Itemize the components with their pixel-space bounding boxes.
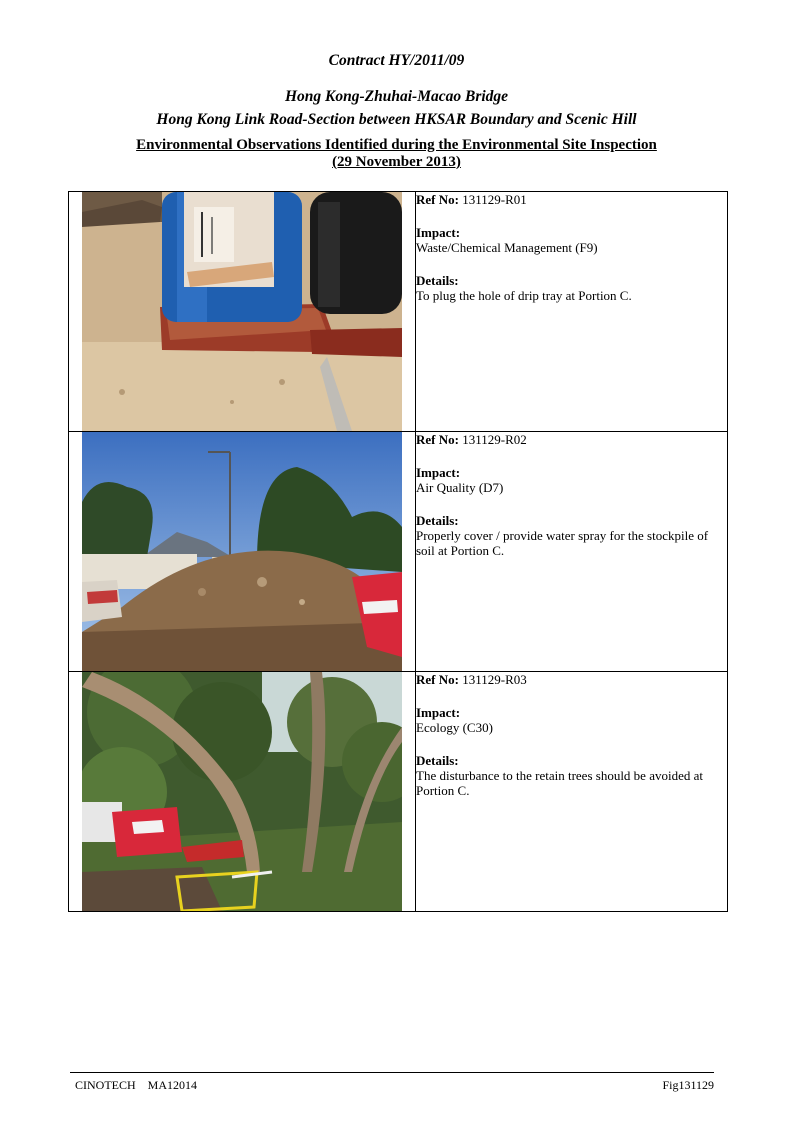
impact-label: Impact: — [416, 225, 461, 240]
details-block — [416, 513, 727, 558]
impact-block — [416, 705, 727, 735]
footer-left — [75, 1078, 197, 1093]
details-block — [416, 753, 727, 798]
page-title — [0, 137, 793, 171]
footer-doc-code: MA12014 — [147, 1078, 198, 1092]
footer-company: CINOTECH — [75, 1078, 136, 1092]
details-value: Properly cover / provide water spray for the stockpile of soil at Portion C. — [416, 528, 709, 558]
ref-no-label: Ref No: — [416, 192, 459, 207]
impact-label: Impact: — [416, 705, 461, 720]
observation-details — [416, 192, 728, 432]
photo-cell — [69, 432, 416, 672]
footer-divider — [70, 1072, 714, 1073]
project-title-line1: Hong Kong-Zhuhai-Macao Bridge — [284, 88, 509, 105]
photo-retained-trees — [82, 672, 402, 911]
observation-row-2 — [69, 432, 728, 672]
ref-no-value: 131129-R01 — [462, 192, 527, 207]
impact-block — [416, 225, 727, 255]
impact-value: Air Quality (D7) — [416, 480, 504, 495]
ref-no-line — [416, 432, 727, 447]
photo-soil-stockpile — [82, 432, 402, 671]
details-label: Details: — [416, 513, 459, 528]
photo-drums-on-drip-tray — [82, 192, 402, 431]
ref-no-label: Ref No: — [416, 432, 459, 447]
ref-no-value: 131129-R02 — [462, 432, 527, 447]
photo-cell — [69, 672, 416, 912]
details-label: Details: — [416, 273, 459, 288]
observations-table — [68, 191, 728, 912]
details-block — [416, 273, 727, 303]
page-title-line1: Environmental Observations Identified during the Environmental Site Inspection — [136, 137, 657, 153]
impact-block — [416, 465, 727, 495]
project-title — [0, 85, 793, 131]
ref-no-line — [416, 672, 727, 687]
ref-no-label: Ref No: — [416, 672, 459, 687]
details-value: To plug the hole of drip tray at Portion C. — [416, 288, 632, 303]
ref-no-line — [416, 192, 727, 207]
photo-cell — [69, 192, 416, 432]
observation-row-1 — [69, 192, 728, 432]
impact-value: Ecology (C30) — [416, 720, 493, 735]
impact-label: Impact: — [416, 465, 461, 480]
impact-value: Waste/Chemical Management (F9) — [416, 240, 598, 255]
observation-details — [416, 672, 728, 912]
contract-number: Contract HY/2011/09 — [328, 52, 465, 69]
observation-details — [416, 432, 728, 672]
footer-figure-ref: Fig131129 — [662, 1078, 714, 1092]
details-label: Details: — [416, 753, 459, 768]
details-value: The disturbance to the retain trees should be avoided at Portion C. — [416, 768, 703, 798]
page-title-date: (29 November 2013) — [332, 154, 461, 170]
observation-row-3 — [69, 672, 728, 912]
ref-no-value: 131129-R03 — [462, 672, 527, 687]
project-title-line2: Hong Kong Link Road-Section between HKSAR Boundary and Scenic Hill — [156, 111, 637, 128]
